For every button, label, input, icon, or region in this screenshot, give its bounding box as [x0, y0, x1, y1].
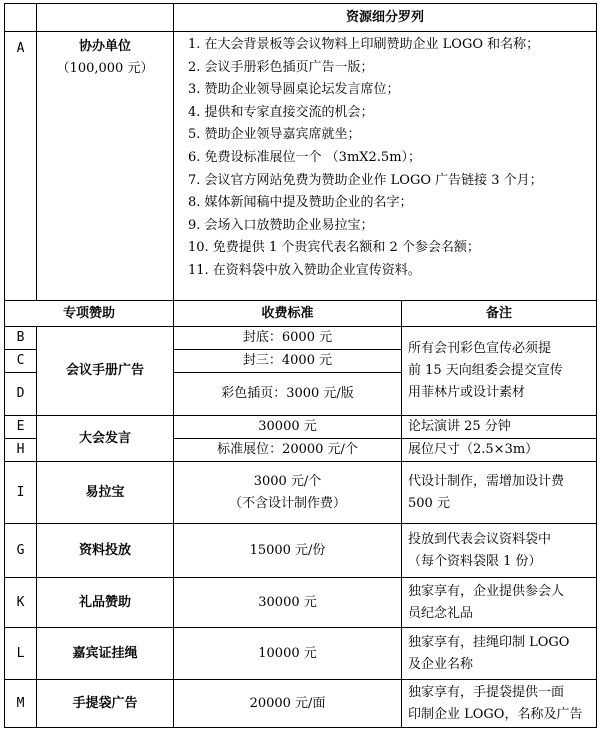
- remark-cell: [402, 628, 597, 680]
- blank-cell: [5, 4, 37, 32]
- remark-cell: [402, 462, 597, 524]
- row-code: L: [5, 628, 37, 680]
- list-item: 4. 提供和专家直接交流的机会；: [188, 104, 374, 120]
- remark-line: 独家享有，挂绳印制 LOGO: [408, 634, 570, 650]
- column-header-item: 专项赞助: [5, 301, 174, 327]
- row-code: K: [5, 578, 37, 628]
- fee-cell: 30000 元: [174, 416, 402, 439]
- column-header-row: [5, 301, 597, 327]
- list-item: 8. 媒体新闻稿中提及赞助企业的名字；: [188, 195, 413, 211]
- row-code: A: [5, 32, 37, 301]
- item-name: 会议手册广告: [37, 327, 174, 416]
- row-code: M: [5, 680, 37, 728]
- table-row: [5, 578, 597, 628]
- remark-line: 印制企业 LOGO，名称及广告: [408, 706, 583, 722]
- remark-cell: [402, 578, 597, 628]
- list-item: 11. 在资料袋中放入赞助企业宣传资料。: [188, 262, 421, 278]
- table-row: [5, 462, 597, 524]
- remark-line: （每个资料袋限 1 份）: [408, 553, 542, 569]
- remark-line: 独家享有，企业提供参会人: [408, 583, 565, 599]
- remark-cell: [402, 680, 597, 728]
- list-item: 10. 免费提供 1 个贵宾代表名额和 2 个参会名额；: [188, 240, 480, 256]
- item-name: 礼品赞助: [37, 578, 174, 628]
- list-item: 1. 在大会背景板等会议物料上印刷赞助企业 LOGO 和名称；: [188, 37, 540, 52]
- fee-cell: 15000 元/份: [174, 524, 402, 578]
- row-code: G: [5, 524, 37, 578]
- remark-cell: [402, 524, 597, 578]
- cohost-cell: [37, 32, 174, 301]
- remark-line: 代设计制作，需增加设计费: [408, 473, 565, 489]
- table-header-row: [5, 4, 597, 32]
- cohost-benefits-list: [174, 32, 597, 301]
- remark-cell: [402, 327, 597, 416]
- table-row: [5, 416, 597, 439]
- remark-line: 独家享有，手提袋提供一面: [408, 684, 565, 700]
- column-header-remark: 备注: [402, 301, 597, 327]
- fee-cell: 封三：4000 元: [174, 350, 402, 373]
- cohost-row: [5, 32, 597, 301]
- row-code: H: [5, 439, 37, 462]
- row-code: E: [5, 416, 37, 439]
- resource-title: 资源细分罗列: [174, 4, 597, 32]
- item-name: 大会发言: [37, 416, 174, 462]
- remark-line: 500 元: [408, 495, 450, 511]
- blank-cell: [37, 4, 174, 32]
- item-name: 资料投放: [37, 524, 174, 578]
- list-item: 7. 会议官方网站免费为赞助企业作 LOGO 广告链接 3 个月；: [188, 172, 543, 188]
- row-code: I: [5, 462, 37, 524]
- fee-cell: 30000 元: [174, 578, 402, 628]
- list-item: 6. 免费设标准展位一个 （3mX2.5m）；: [188, 149, 422, 165]
- list-item: 2. 会议手册彩色插页广告一版；: [188, 59, 374, 75]
- row-code: D: [5, 373, 37, 416]
- item-name: 易拉宝: [37, 462, 174, 524]
- fee-cell: [174, 462, 402, 524]
- fee-line: 3000 元/个: [253, 473, 322, 489]
- row-code: B: [5, 327, 37, 350]
- remark-line: 前 15 天向组委会提交宣传: [408, 363, 563, 378]
- remark-cell: 展位尺寸（2.5×3m）: [402, 439, 597, 462]
- cohost-title: 协办单位: [78, 39, 131, 54]
- item-name: 嘉宾证挂绳: [37, 628, 174, 680]
- remark-cell: 论坛演讲 25 分钟: [402, 416, 597, 439]
- item-name: 手提袋广告: [37, 680, 174, 728]
- row-code: C: [5, 350, 37, 373]
- column-header-fee: 收费标准: [174, 301, 402, 327]
- remark-line: 员纪念礼品: [408, 605, 474, 621]
- remark-line: 投放到代表会议资料袋中: [408, 531, 552, 547]
- cohost-price: （100,000 元）: [56, 61, 154, 76]
- fee-cell: 彩色插页：3000 元/版: [174, 373, 402, 416]
- table-row: [5, 327, 597, 350]
- fee-cell: 10000 元: [174, 628, 402, 680]
- list-item: 3. 赞助企业领导圆桌论坛发言席位；: [188, 82, 400, 98]
- remark-line: 及企业名称: [408, 656, 474, 672]
- table-row: [5, 524, 597, 578]
- fee-cell: 标准展位：20000 元/个: [174, 439, 402, 462]
- fee-line: （不含设计制作费）: [228, 495, 346, 511]
- fee-cell: 20000 元/面: [174, 680, 402, 728]
- list-item: 5. 赞助企业领导嘉宾席就坐；: [188, 127, 361, 143]
- remark-line: 所有会刊彩色宣传必须提: [408, 341, 552, 356]
- table-row: [5, 628, 597, 680]
- table-row: [5, 680, 597, 728]
- remark-line: 用菲林片或设计素材: [408, 385, 526, 400]
- sponsorship-table: [4, 3, 597, 728]
- list-item: 9. 会场入口放赞助企业易拉宝；: [188, 217, 374, 233]
- fee-cell: 封底：6000 元: [174, 327, 402, 350]
